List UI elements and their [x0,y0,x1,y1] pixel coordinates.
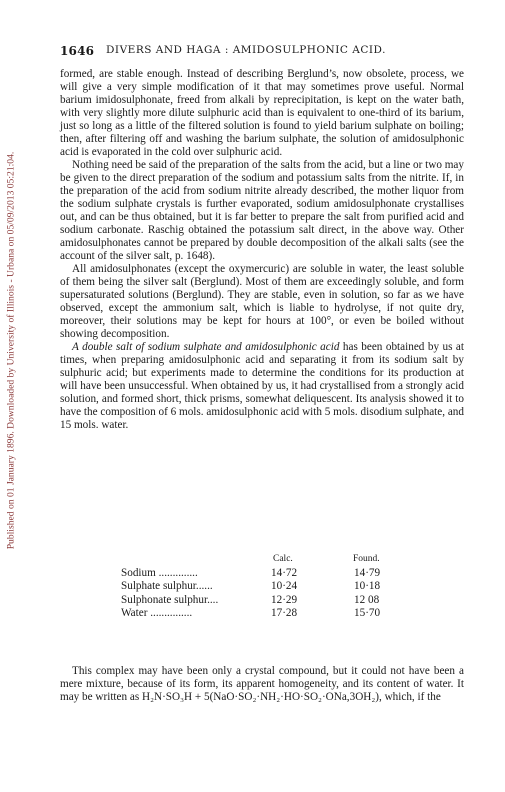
calc-value: 14·72 [271,567,298,579]
found-value: 15·70 [354,606,381,619]
watermark-text: Published on 01 January 1896. Downloaded by University of Illinois - Urbana on 05/09/2013 05:21:04. [5,151,17,549]
table-header [121,554,421,567]
column-header-calc: Calc. [273,554,293,564]
table-row [121,580,421,593]
double-salt-text: has been obtained by us at times, when preparing amidosulphonic acid and separating it from its sodium salt by sulphuric acid; but experiments made to determine the conditions for its production at will have been unsuccessful. When obtained by us, it had crystallised from a strongly acid solution, and formed short, thick prisms, somewhat deliquescent. Its analysis showed it to have the composition of 6 mols. amidosulphonic acid with 5 mols. disodium sulphate, and 15 mols. water. [60,341,464,431]
paragraph: formed, are stable enough. Instead of describing Berglund’s, now obsolete, process, we will give a very simple modification of it that may sometimes prove useful. Normal barium imidosulphonate, freed from alkali by reprecipitation, is kept on the water bath, with very slightly more dilute sulphuric acid than is equivalent to one-third of its barium, just so long as a little of the filtered solution is found to yield barium sulphate on boiling; then, after filtering off and washing the barium sulphate, the solution of amidosulphonic acid is evaporated in the cold over sulphuric acid. [60,68,464,158]
calc-value: 17·28 [271,606,298,619]
running-title: DIVERS AND HAGA : AMIDOSULPHONIC ACID. [106,44,386,56]
found-value: 12 08 [354,593,380,606]
row-label: Sulphate sulphur...... [121,580,213,593]
download-watermark [1,40,21,660]
double-salt-heading: A double salt of sodium sulphate and amidosulphonic acid [72,341,340,353]
calc-value: 12·29 [271,593,298,606]
article-body [60,68,464,432]
table-row [121,607,421,620]
running-header [60,44,390,58]
row-label: Sulphonate sulphur.... [121,593,219,606]
page-number: 1646 [60,44,95,58]
found-value: 10·18 [354,580,381,593]
double-salt-paragraph [60,341,464,432]
paragraph: Nothing need be said of the preparation of the salts from the acid, but a line or two may be given to the direct preparation of the sodium and potassium salts from the nitrite. If, in the preparation of the acid from sodium nitrite already described, the mother liquor from the sodium sulphate crystals is further evaporated, sodium amidosulphonate crystallises out, and can be thus obtained, but it is far better to prepare the salt from purified acid and sodium carbonate. Raschig obtained the potassium salt direct, in the above way. Other amidosulphonates cannot be prepared by double decomposition of the alkali salts (see the account of the silver salt, p. 1648). [60,159,464,262]
row-label: Water ............... [121,606,193,619]
column-header-found: Found. [353,554,380,564]
closing-text [60,665,464,704]
calc-value: 10·24 [271,580,298,593]
table-row [121,567,421,580]
paragraph: All amidosulphonates (except the oxymercuric) are soluble in water, the least soluble of them being the silver salt (Berglund). Most of them are exceedingly soluble, and form supersaturated solutions (Berglund). They are stable, even in solution, so far as we have observed, except the ammonium salt, which is liable to hydrolyse, if not quite dry, moreover, their solutions may be kept for hours at 100°, or even be boiled without showing decomposition. [60,263,464,340]
found-value: 14·79 [354,567,381,579]
table-row [121,594,421,607]
row-label: Sodium .............. [121,567,198,579]
paragraph: This complex may have been only a crystal compound, but it could not have been a mere mixture, because of its form, its apparent homogeneity, and its content of water. It may be written as H₂N·SO₃H + 5(NaO·SO₂·NH₂·HO·SO₂·ONa,3OH₂), which, if the [60,665,464,703]
analysis-table [121,554,421,620]
